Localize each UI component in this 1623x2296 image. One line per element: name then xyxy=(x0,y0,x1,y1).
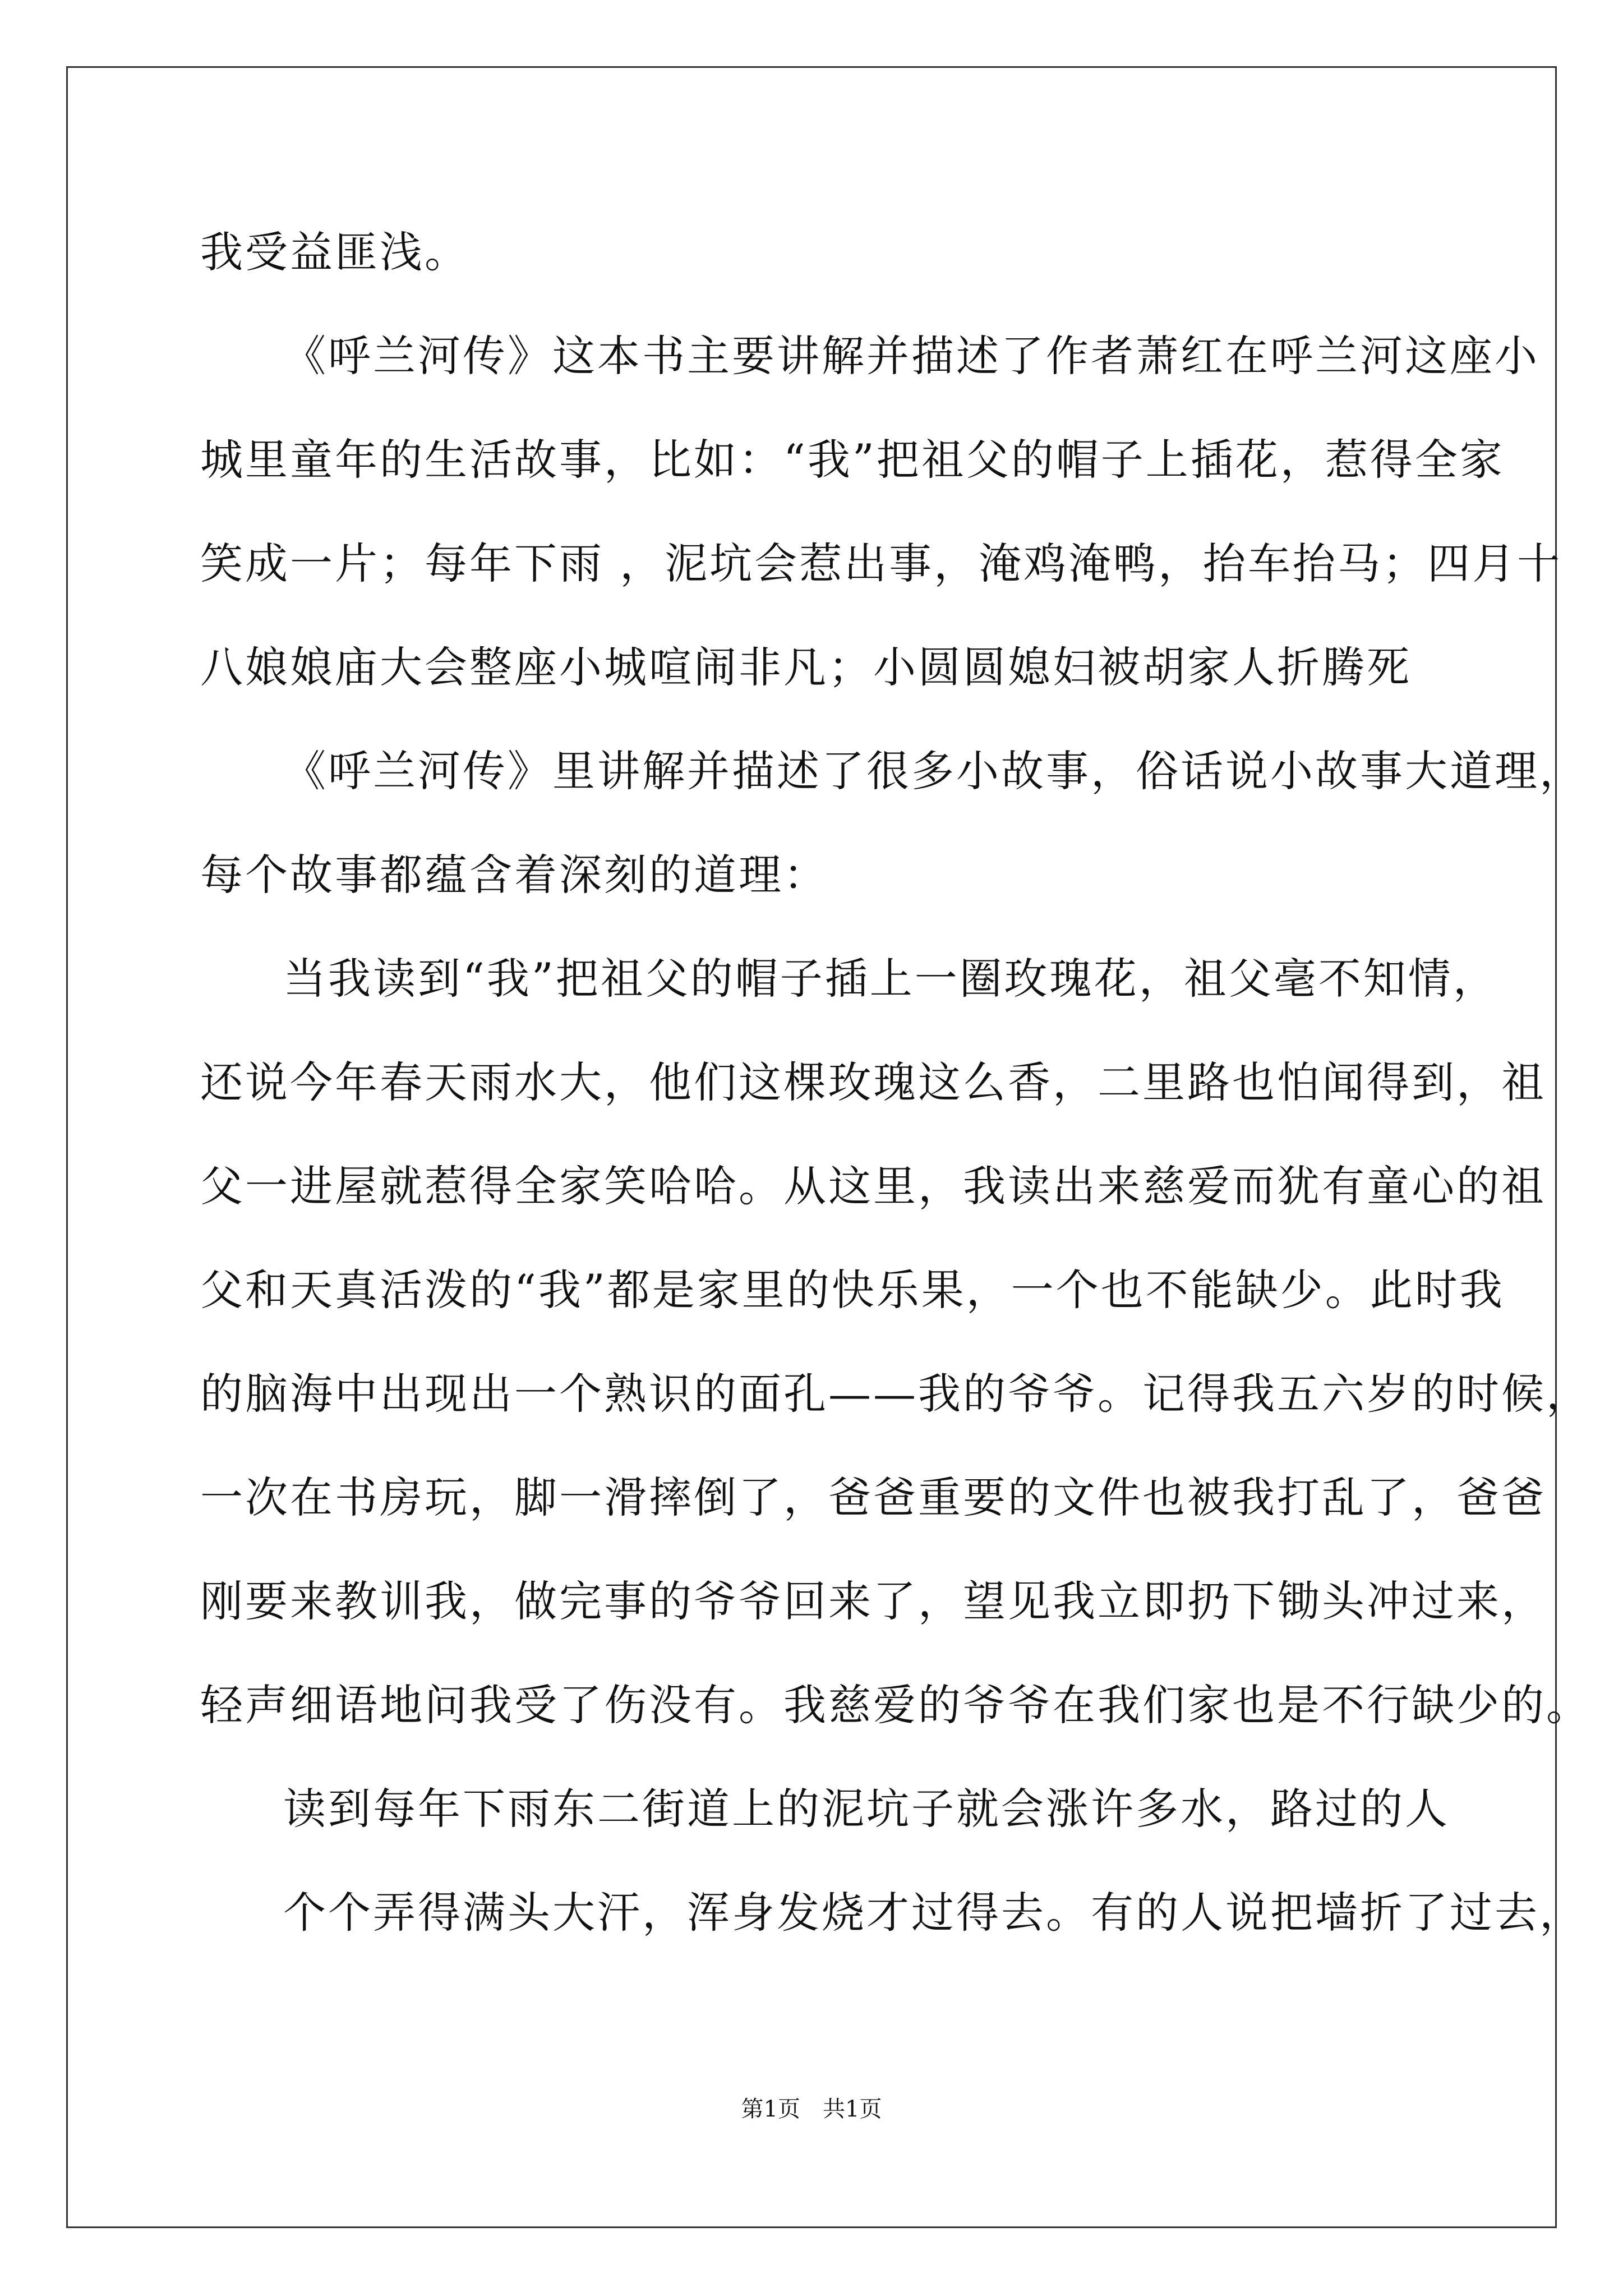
text-line: 《呼兰河传》里讲解并描述了很多小故事，俗话说小故事大道理， xyxy=(283,746,1584,796)
text-line: 个个弄得满头大汗，浑身发烧才过得去。有的人说把墙折了过去， xyxy=(283,1888,1584,1938)
page-number-footer: 第1页 共1页 xyxy=(741,2096,882,2122)
text-line: 《呼兰河传》这本书主要讲解并描述了作者萧红在呼兰河这座小 xyxy=(283,331,1539,381)
text-line: 读到每年下雨东二街道上的泥坑子就会涨许多水，路过的人 xyxy=(283,1784,1450,1834)
text-line: 城里童年的生活故事，比如：“我”把祖父的帽子上插花，惹得全家 xyxy=(200,435,1505,485)
text-line: 一次在书房玩，脚一滑摔倒了，爸爸重要的文件也被我打乱了，爸爸 xyxy=(200,1473,1546,1522)
text-line: 父一进屋就惹得全家笑哈哈。从这里，我读出来慈爱而犹有童心的祖 xyxy=(200,1161,1546,1211)
text-line: 的脑海中出现出一个熟识的面孔——我的爷爷。记得我五六岁的时候， xyxy=(200,1369,1591,1419)
text-line: 笑成一片；每年下雨 ，泥坑会惹出事，淹鸡淹鸭，抬车抬马；四月十 xyxy=(200,539,1562,588)
text-line: 父和天真活泼的“我”都是家里的快乐果，一个也不能缺少。此时我 xyxy=(200,1265,1505,1315)
text-line: 轻声细语地问我受了伤没有。我慈爱的爷爷在我们家也是不行缺少的。 xyxy=(200,1680,1591,1730)
text-line: 每个故事都蕴含着深刻的道理： xyxy=(200,850,828,900)
text-line: 我受益匪浅。 xyxy=(200,227,469,277)
text-line: 还说今年春天雨水大，他们这棵玫瑰这么香，二里路也怕闻得到，祖 xyxy=(200,1057,1546,1107)
text-line: 当我读到“我”把祖父的帽子插上一圈玫瑰花，祖父毫不知情， xyxy=(283,954,1498,1004)
text-line: 八娘娘庙大会整座小城喧闹非凡；小圆圆媳妇被胡家人折腾死 xyxy=(200,642,1412,692)
text-line: 刚要来教训我，做完事的爷爷回来了，望见我立即扔下锄头冲过来， xyxy=(200,1576,1546,1626)
